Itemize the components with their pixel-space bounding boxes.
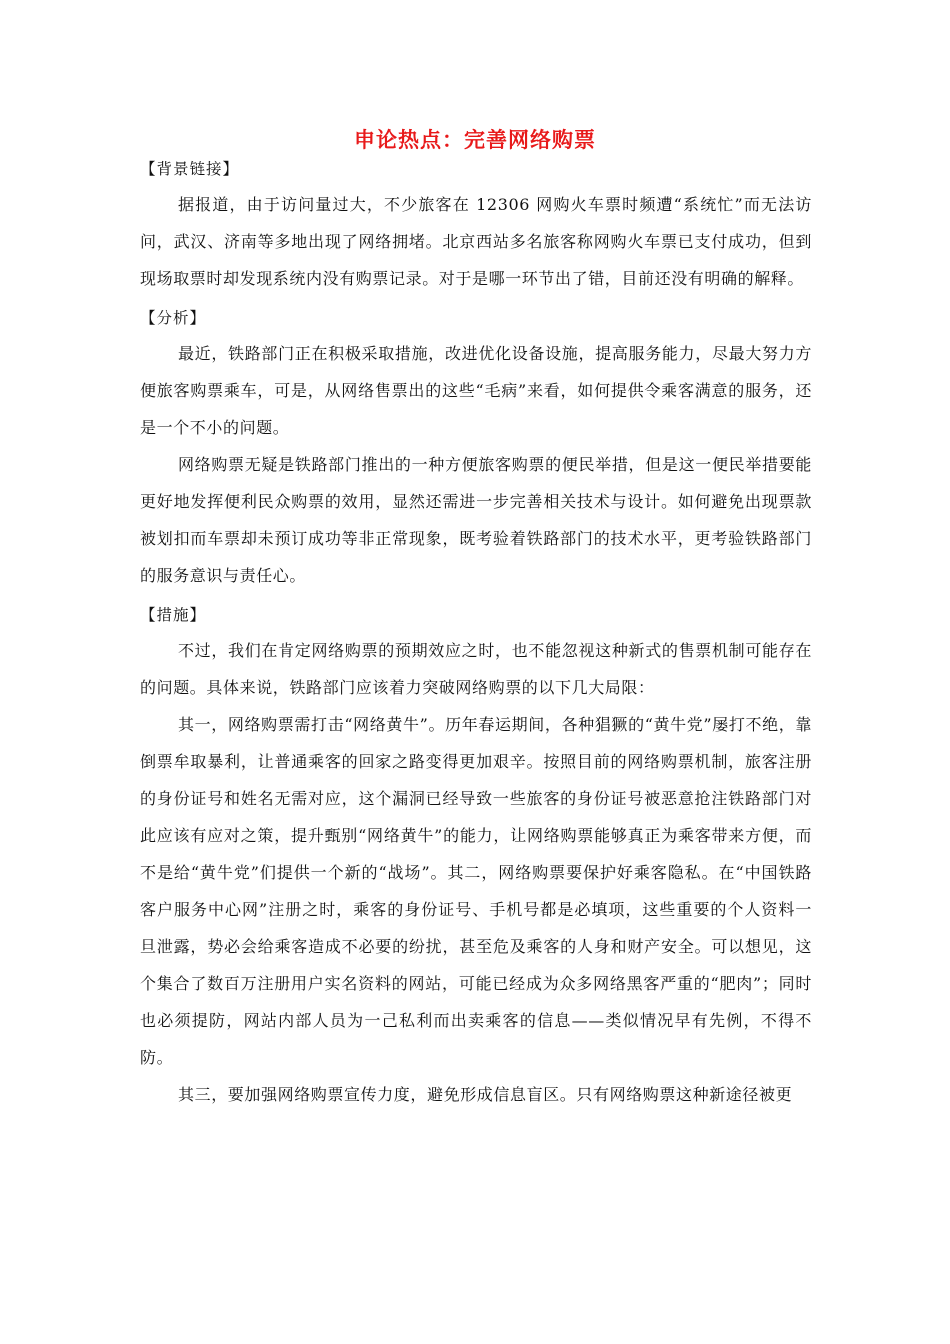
paragraph: 其一，网络购票需打击“网络黄牛”。历年春运期间，各种猖獗的“黄牛党”屡打不绝，靠倒票牟取暴利，让普通乘客的回家之路变得更加艰辛。按照目前的网络购票机制，旅客注册的身份证号和姓名无需对应，这个漏洞已经导致一些旅客的身份证号被恶意抢注铁路部门对此应该有应对之策，提升甄别“网络黄牛”的能力，让网络购票能够真正为乘客带来方便，而不是给“黄牛党”们提供一个新的“战场”。其二，网络购票要保护好乘客隐私。在“中国铁路客户服务中心网”注册之时，乘客的身份证号、手机号都是必填项，这些重要的个人资料一旦泄露，势必会给乘客造成不必要的纷扰，甚至危及乘客的人身和财产安全。可以想见，这个集合了数百万注册用户实名资料的网站，可能已经成为众多网络黑客严重的“肥肉”；同时也必须提防，网站内部人员为一己私利而出卖乘客的信息——类似情况早有先例，不得不防。	[140, 715, 812, 1067]
section-analysis	[140, 301, 812, 594]
paragraph: 最近，铁路部门正在积极采取措施，改进优化设备设施，提高服务能力，尽最大努力方便旅客购票乘车，可是，从网络售票出的这些“毛病”来看，如何提供令乘客满意的服务，还是一个不小的问题。	[140, 344, 812, 437]
paragraph: 其三，要加强网络购票宣传力度，避免形成信息盲区。只有网络购票这种新途径被更	[178, 1085, 793, 1104]
paragraph: 不过，我们在肯定网络购票的预期效应之时，也不能忽视这种新式的售票机制可能存在的问题。具体来说，铁路部门应该着力突破网络购票的以下几大局限：	[140, 641, 812, 697]
paragraph: 据报道，由于访问量过大，不少旅客在 12306 网购火车票时频遭“系统忙”而无法访问，武汉、济南等多地出现了网络拥堵。北京西站多名旅客称网购火车票已支付成功，但到现场取票时却发现系统内没有购票记录。对于是哪一环节出了错，目前还没有明确的解释。	[140, 195, 812, 288]
section-background	[140, 152, 812, 297]
section-heading: 【分析】	[140, 309, 207, 327]
document-title: 申论热点：完善网络购票	[354, 128, 596, 152]
section-heading: 【措施】	[140, 606, 207, 624]
section-measures	[140, 598, 812, 1113]
section-heading: 【背景链接】	[140, 160, 240, 178]
document-body	[140, 152, 812, 1113]
paragraph: 网络购票无疑是铁路部门推出的一种方便旅客购票的便民举措，但是这一便民举措要能更好地发挥便利民众购票的效用，显然还需进一步完善相关技术与设计。如何避免出现票款被划扣而车票却未预订成功等非正常现象，既考验着铁路部门的技术水平，更考验铁路部门的服务意识与责任心。	[140, 455, 812, 585]
